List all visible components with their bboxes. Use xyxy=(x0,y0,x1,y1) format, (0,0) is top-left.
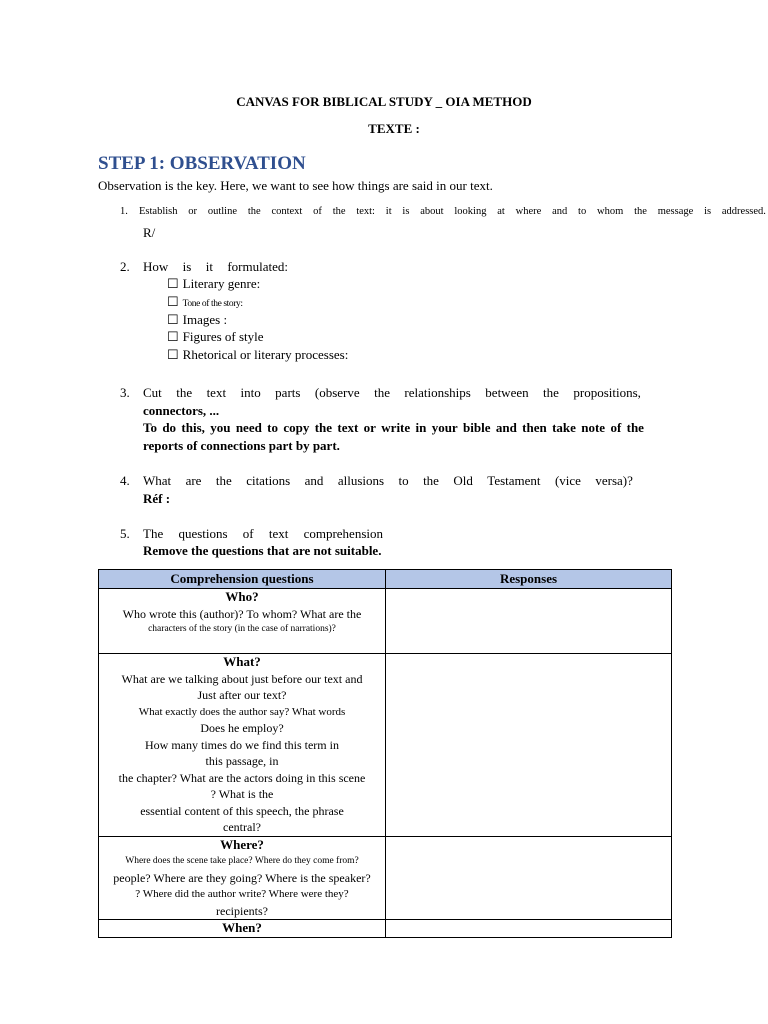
word: need xyxy=(235,420,262,435)
word: of xyxy=(610,420,622,435)
checkbox-icon: ☐ xyxy=(167,276,179,291)
word: is xyxy=(182,259,192,274)
word: then xyxy=(522,420,547,435)
intro-text: Observation is the key. Here, we want to see how things are said in our text. xyxy=(98,178,493,193)
item-5-bold: Remove the questions that are not suitable. xyxy=(143,543,382,558)
word: the xyxy=(543,385,559,400)
word: the xyxy=(247,206,261,217)
word: comprehension xyxy=(303,526,383,541)
word: looking xyxy=(454,206,487,217)
who-question-cell: Who? Who wrote this (author)? To whom? What are the characters of the story (in the case of narrations)? xyxy=(99,589,386,654)
word: at xyxy=(497,206,505,217)
table-row xyxy=(99,589,672,654)
when-response-cell[interactable] xyxy=(386,920,672,938)
item-1-number: 1. xyxy=(120,206,128,217)
word: about xyxy=(420,206,444,217)
word: the xyxy=(626,420,644,435)
word: take xyxy=(552,420,576,435)
table-row xyxy=(99,836,672,920)
table-row xyxy=(99,920,672,938)
word: the xyxy=(374,385,390,400)
word: citations xyxy=(246,473,291,488)
word: into xyxy=(240,385,261,400)
header-questions: Comprehension questions xyxy=(99,570,386,589)
word: the xyxy=(176,385,193,400)
item-3-bold-line-2 xyxy=(143,420,644,436)
word: the xyxy=(634,206,647,217)
document-subtitle: TEXTE : xyxy=(368,121,420,136)
document-title: CANVAS FOR BIBLICAL STUDY _ OIA METHOD xyxy=(236,94,532,109)
who-heading: Who? xyxy=(225,589,259,604)
step-heading: STEP 1: OBSERVATION xyxy=(98,153,306,174)
word: bible xyxy=(463,420,491,435)
word: to xyxy=(398,473,409,488)
word: is xyxy=(704,206,712,217)
word: addressed. xyxy=(721,206,766,217)
word: or xyxy=(188,206,198,217)
checkbox-icon: ☐ xyxy=(167,347,179,362)
word: Cut xyxy=(143,385,162,400)
word: and xyxy=(495,420,517,435)
comprehension-table xyxy=(98,569,672,938)
word: you xyxy=(210,420,231,435)
word: How xyxy=(143,259,169,274)
item-1-text xyxy=(139,206,766,217)
word: Establish xyxy=(139,206,178,217)
word: formulated: xyxy=(227,259,288,274)
checkbox-icon: ☐ xyxy=(167,294,179,309)
when-question-cell xyxy=(99,920,386,938)
word: text xyxy=(337,420,359,435)
checkbox-icon: ☐ xyxy=(167,312,179,327)
word: the xyxy=(215,473,232,488)
word: context xyxy=(271,206,303,217)
word: note xyxy=(581,420,606,435)
word: where xyxy=(515,206,542,217)
word: the xyxy=(332,206,346,217)
word: whom xyxy=(597,206,624,217)
word: propositions, xyxy=(573,385,641,400)
checkbox-icon: ☐ xyxy=(167,329,179,344)
word: this, xyxy=(181,420,205,435)
table-header-row xyxy=(99,570,672,589)
word: of xyxy=(242,526,254,541)
word: Testament xyxy=(487,473,541,488)
word: your xyxy=(431,420,458,435)
item-5-text xyxy=(143,526,383,542)
word: relationships xyxy=(404,385,471,400)
word: in xyxy=(415,420,427,435)
what-response-cell[interactable] xyxy=(386,654,672,837)
word: the xyxy=(314,420,333,435)
word: text xyxy=(206,385,227,400)
item-3-text xyxy=(143,385,641,401)
word: What xyxy=(143,473,172,488)
word: outline xyxy=(207,206,238,217)
item-4-ref: Réf : xyxy=(143,491,171,506)
word: it xyxy=(205,259,213,274)
word: is xyxy=(402,206,410,217)
header-responses: Responses xyxy=(386,570,672,589)
word: or xyxy=(363,420,376,435)
word: (observe xyxy=(314,385,360,400)
item-2-number: 2. xyxy=(120,259,130,274)
item-3-bold-line-3: reports of connections part by part. xyxy=(143,438,340,453)
item-2-sub-4: ☐ Figures of style xyxy=(167,329,264,344)
item-3-number: 3. xyxy=(120,385,130,400)
word: do xyxy=(162,420,177,435)
word: text: xyxy=(356,206,375,217)
word: and xyxy=(304,473,324,488)
word: message xyxy=(657,206,694,217)
word: versa)? xyxy=(595,473,633,488)
word: text xyxy=(268,526,289,541)
what-question-cell: What? What are we talking about just before our text and Just after our text? What exactly does the author say? What words Does he employ? How many times do we find this term in this passage, in the chapter? What are the actors doing in this scene ? What is the essential content of this speech, the phrase central? xyxy=(99,654,386,837)
word: between xyxy=(485,385,529,400)
word: it xyxy=(385,206,392,217)
word: Old xyxy=(453,473,473,488)
item-1-answer: R/ xyxy=(143,225,156,240)
who-response-cell[interactable] xyxy=(386,589,672,654)
item-4-number: 4. xyxy=(120,473,130,488)
word: parts xyxy=(275,385,301,400)
word: allusions xyxy=(337,473,385,488)
what-heading: What? xyxy=(223,654,261,669)
item-4-text xyxy=(143,473,633,489)
item-3-bold-line-1: connectors, ... xyxy=(143,403,220,418)
word: to xyxy=(267,420,278,435)
word: questions xyxy=(178,526,228,541)
table-row xyxy=(99,654,672,837)
item-2-sub-5: ☐ Rhetorical or literary processes: xyxy=(167,347,349,362)
word: (vice xyxy=(554,473,581,488)
item-2-sub-1: ☐ Literary genre: xyxy=(167,276,261,291)
item-5-number: 5. xyxy=(120,526,130,541)
where-response-cell[interactable] xyxy=(386,836,672,920)
word: write xyxy=(381,420,411,435)
item-2-sub-3: ☐ Images : xyxy=(167,312,228,327)
item-2-text xyxy=(143,259,288,275)
when-heading: When? xyxy=(222,920,262,935)
word: and xyxy=(552,206,568,217)
where-question-cell: Where? Where does the scene take place? Where do they come from? people? Where are they going? Where is the speaker? ? Where did the author write? Where were they? recipients? xyxy=(99,836,386,920)
word: the xyxy=(423,473,439,488)
where-heading: Where? xyxy=(220,836,264,852)
item-2-sub-2: ☐ Tone of the story: xyxy=(167,294,243,309)
word: to xyxy=(578,206,587,217)
word: are xyxy=(185,473,202,488)
word: of xyxy=(313,206,322,217)
word: copy xyxy=(283,420,310,435)
word: The xyxy=(143,526,164,541)
word: To xyxy=(143,420,157,435)
